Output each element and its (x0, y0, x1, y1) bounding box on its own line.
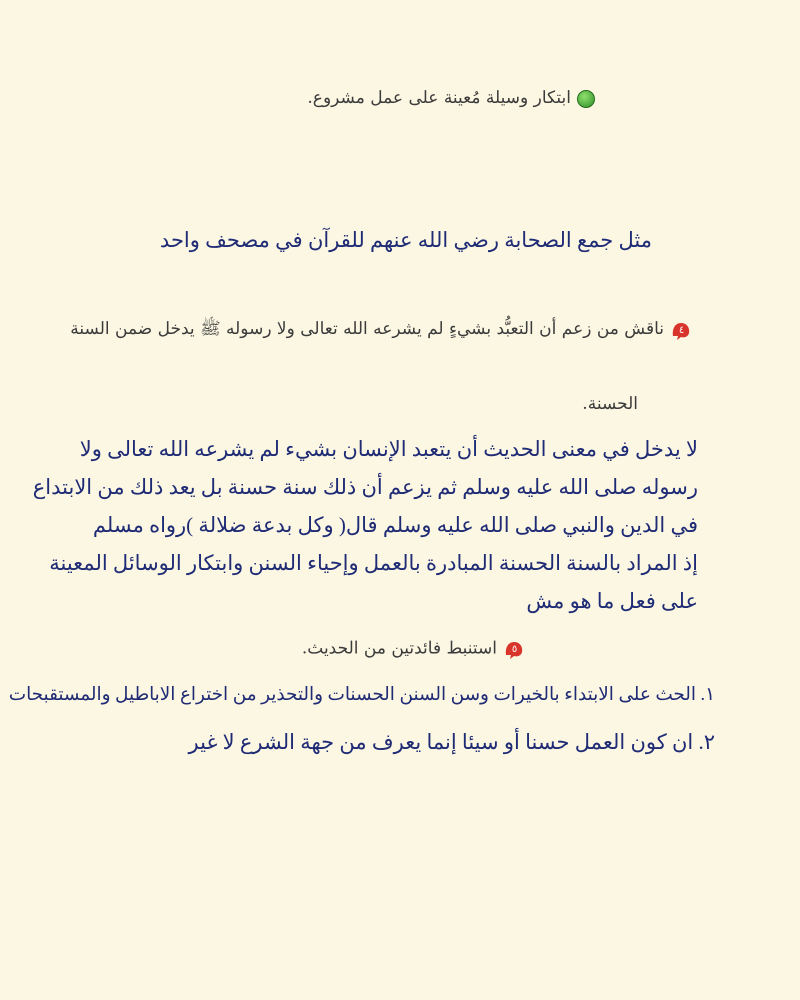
item-b-text: ابتكار وسيلة مُعينة على عمل مشروع. (307, 88, 571, 108)
question-5-answer-1: ١. الحث على الابتداء بالخيرات وسن السنن الحسنات والتحذير من اختراع الاباطيل والمستقبحات (8, 684, 715, 704)
question-4-answer-line: على فعل ما هو مش (526, 589, 698, 613)
green-dot-icon (577, 90, 595, 108)
question-4-text-line2: الحسنة. (582, 394, 638, 414)
question-5-line (296, 638, 525, 660)
question-4-icon (670, 319, 692, 341)
question-4-answer-line: إذ المراد بالسنة الحسنة المبادرة بالعمل وإحياء السنن وابتكار الوسائل المعينة (49, 551, 698, 575)
question-4-text-line1: ناقش من زعم أن التعبُّد بشيءٍ لم يشرعه الله تعالى ولا رسوله ﷺ يدخل ضمن السنة (70, 319, 664, 339)
question-4-answer-line: رسوله صلى الله عليه وسلم ثم يزعم أن ذلك سنة حسنة بل يعد ذلك من الابتداع (32, 475, 698, 499)
question-5-text: استنبط فائدتين من الحديث. (301, 638, 497, 659)
item-b-answer: مثل جمع الصحابة رضي الله عنهم للقرآن في مصحف واحد (159, 228, 652, 252)
question-4-answer-line: لا يدخل في معنى الحديث أن يتعبد الإنسان بشيء لم يشرعه الله تعالى ولا (79, 437, 698, 461)
question-4-line1 (70, 318, 692, 343)
svg-text:٥: ٥ (511, 644, 518, 655)
item-b-line (307, 88, 595, 108)
svg-text:٤: ٤ (678, 324, 685, 336)
question-5-answer-2: ٢. ان كون العمل حسنا أو سيئا إنما يعرف من جهة الشرع لا غير (188, 730, 715, 754)
question-4-answer-line: في الدين والنبي صلى الله عليه وسلم قال( وكل بدعة ضلالة )رواه مسلم (92, 513, 698, 537)
question-5-icon (503, 638, 525, 660)
